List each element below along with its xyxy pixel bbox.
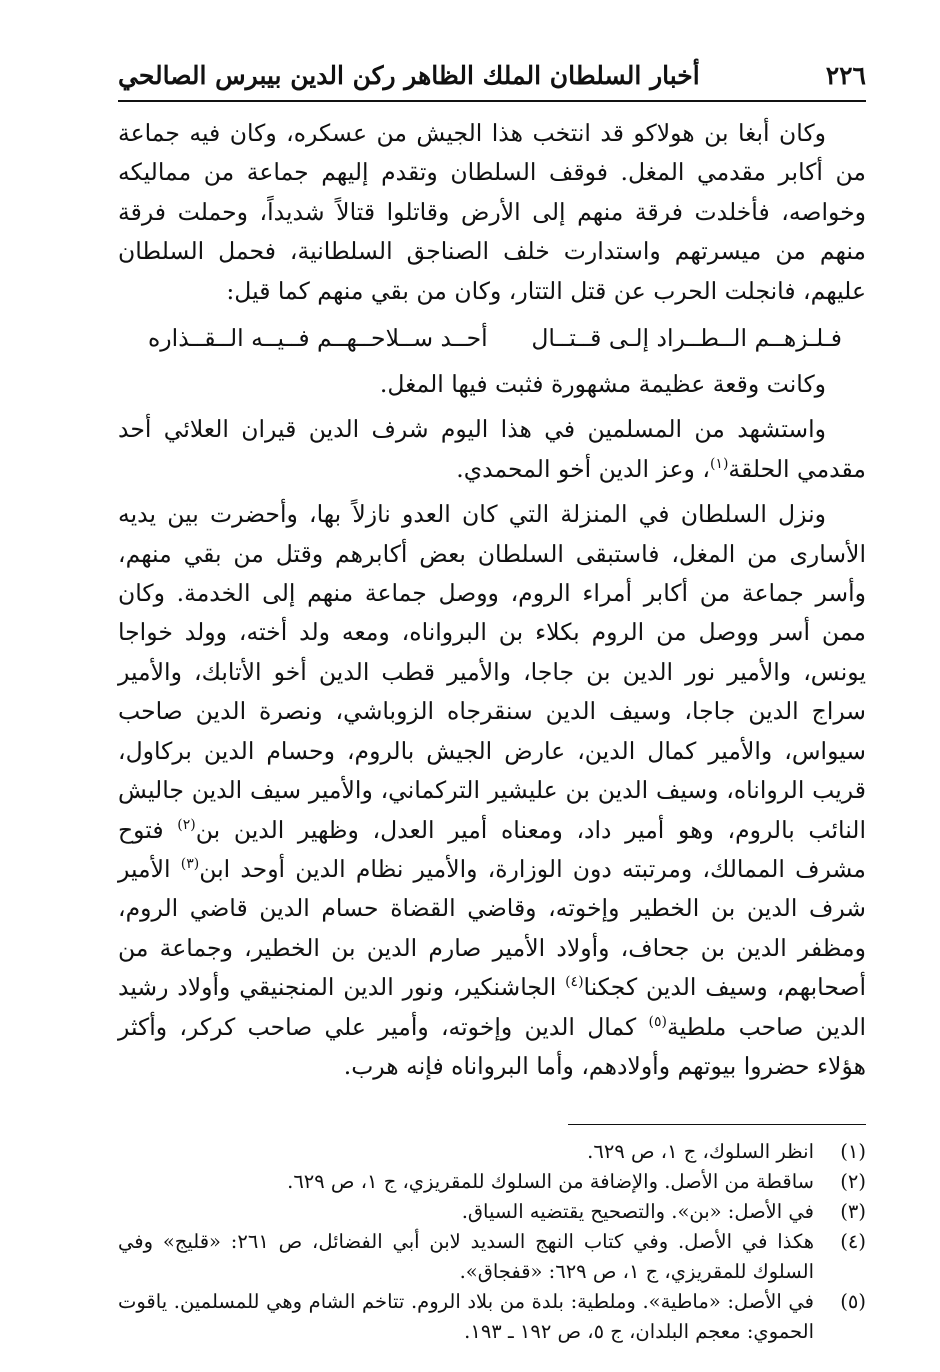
text-run: فتوح مشرف الممالك، ومرتبته دون الوزارة، والأمير نظام الدين أوحد ابن (118, 815, 866, 883)
footnote-number: (٢) (840, 1170, 866, 1194)
text-run: ونزل السلطان في المنزلة التي كان العدو نازلاً بها، وأحضرت بين يديه الأسارى من المغل، فاستبقى السلطان بعض أكابرهم وقتل من بقي منهم، وأسر جماعة من أكابر أمراء الروم، ووصل جماعة منهم إلى الخدمة. وكان ممن أسر ووصل من الروم بكلاء بن البرواناه، ومعه ولد أخته، وولد خواجا يونس، والأمير نور الدين بن جاجا، والأمير قطب الدين أخو الأتابك، والأمير سراج الدين جاجا، وسيف الدين سنقرجاه الزوباشي، ونصرة الدين صاحب سيواس، والأمير كمال الدين، عارض الجيش بالروم، وحسام الدين بركاول، قريب الرواناه، وسيف الدين بن عليشير التركماني، والأمير سيف الدين جاليش النائب بالروم، وهو أمير داد، ومعناه أمير العدل، وظهير الدين بن (118, 500, 866, 844)
footnote-item (118, 1287, 866, 1347)
footnote-number: (١) (840, 1140, 866, 1164)
footnote-item (118, 1137, 866, 1167)
footnote-ref[interactable]: (٢) (177, 816, 196, 833)
verse-hemistich-first: فـلـزهــم الــطــراد إلـى قــتــال (531, 324, 842, 353)
footnote-item (118, 1227, 866, 1287)
footnote-text: في الأصل: «ماطية». وملطية: بلدة من بلاد الروم. تتاخم الشام وهي للمسلمين. ياقوت الحموي: معجم البلدان، ج ٥، ص ١٩٢ ـ ١٩٣. (118, 1290, 814, 1344)
main-text (118, 114, 866, 1086)
footnote-number: (٤) (840, 1230, 866, 1254)
footnote-ref[interactable]: (٤) (565, 974, 584, 991)
footnote-ref[interactable]: (١) (709, 456, 729, 473)
footnote-text: في الأصل: «بن». والتصحيح يقتضيه السياق. (461, 1200, 814, 1224)
paragraph: وكانت وقعة عظيمة مشهورة فثبت فيها المغل. (379, 370, 826, 399)
footnote-text: هكذا في الأصل. وفي كتاب النهج السديد لابن أبي الفضائل، ص ٢٦١: «قليج» وفي السلوك للمقريزي، ج ١، ص ٦٢٩: «قفجاق». (118, 1230, 814, 1284)
text-run: كمال الدين وإخوته، وأمير علي صاحب كركر، وأكثر هؤلاء حضروا بيوتهم وأولادهم، وأما البرواناه فإنه هرب. (118, 1012, 866, 1080)
text-run: الأمير شرف الدين بن الخطير وإخوته، وقاضي القضاة حسام الدين قاضي الروم، ومظفر الدين بن جحاف، وأولاد الأمير صارم الدين بن الخطير، وجماعة من أصحابهم، وسيف الدين كجكنا (118, 854, 866, 1002)
footnote-item (118, 1197, 866, 1227)
text-run: الجاشنكير، ونور الدين المنجنيقي وأولاد رشيد الدين صاحب ملطية (118, 973, 867, 1041)
book-page (118, 60, 866, 1347)
footnote-text: انظر السلوك، ج ١، ص ٦٢٩. (587, 1140, 814, 1164)
paragraph (118, 495, 866, 1086)
verse-hemistich-second: أحــد ســلاحــهــم فــيــه الــقــذاره (148, 324, 488, 353)
verse-line (118, 315, 866, 361)
footnote-item (118, 1167, 866, 1197)
page-number: ٢٢٦ (825, 61, 866, 90)
footnote-ref[interactable]: (٣) (180, 856, 200, 873)
footnote-ref[interactable]: (٥) (648, 1013, 667, 1030)
paragraph (118, 410, 866, 489)
running-title: أخبار السلطان الملك الظاهر ركن الدين بيبرس الصالحي (118, 61, 700, 90)
text-run: واستشهد من المسلمين في هذا اليوم شرف الدين قيران العلائي أحد مقدمي الحلقة (118, 415, 866, 483)
running-header (118, 60, 866, 102)
footnote-separator (568, 1124, 866, 1125)
text-run: ، وعز الدين أخو المحمدي. (456, 454, 710, 483)
footnote-text: ساقطة من الأصل. والإضافة من السلوك للمقريزي، ج ١، ص ٦٢٩. (287, 1170, 814, 1194)
footnote-number: (٥) (840, 1290, 866, 1314)
footnote-number: (٣) (840, 1200, 866, 1224)
paragraph: وكان أبغا بن هولاكو قد انتخب هذا الجيش من عسكره، وكان فيه جماعة من أكابر مقدمي المغل. فوقف السلطان وتقدم إليهم جماعة من مماليكه وخواصه، فأخلدت فرقة منهم إلى الأرض وقاتلوا قتالاً شديداً، وحملت فرقة منهم من ميسرتهم واستدارت خلف الصناجق السلطانية، فحمل السلطان عليهم، فانجلت الحرب عن قتل التتار، وكان من بقي منهم كما قيل: (118, 119, 866, 305)
footnotes (118, 1137, 866, 1347)
